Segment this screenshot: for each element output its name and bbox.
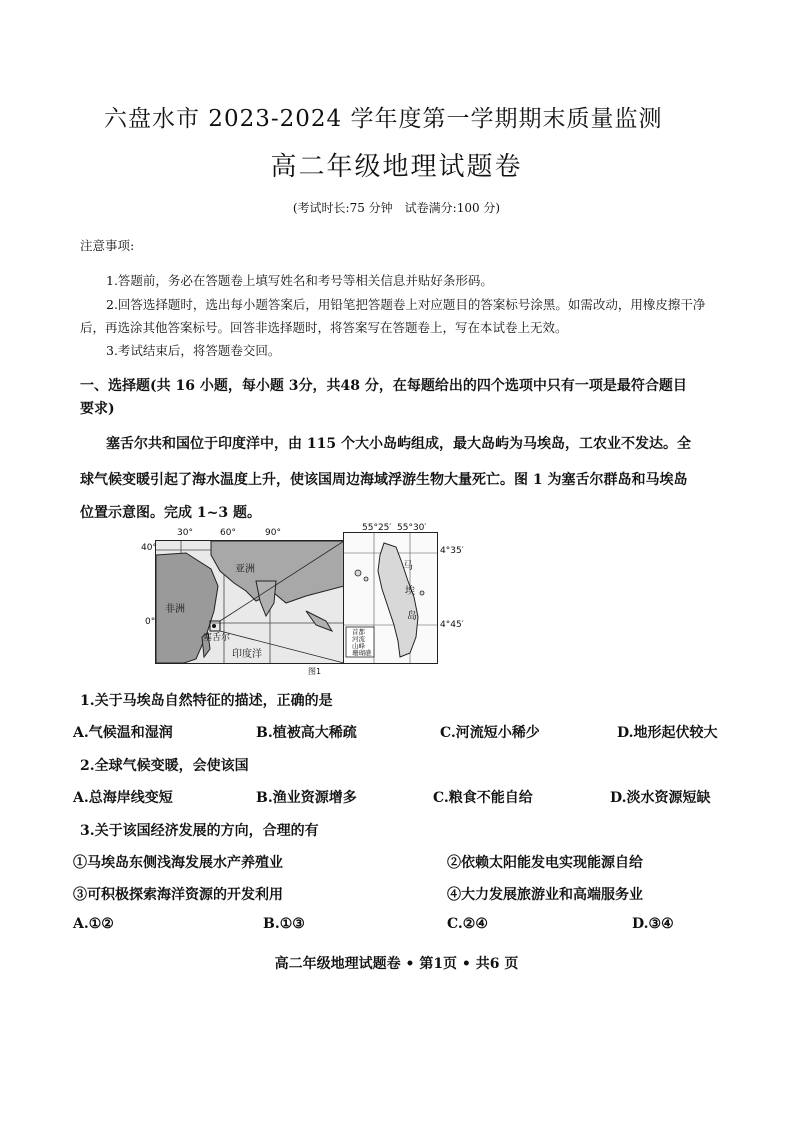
paper-title: 高二年级地理试题卷 — [270, 152, 523, 182]
question-2-option-c: C.粮食不能自给 — [433, 790, 533, 806]
passage-line-3: 位置示意图。完成 1~3 题。 — [80, 505, 261, 521]
question-3-statement-1: ①马埃岛东侧浅海发展水产养殖业 — [73, 855, 283, 871]
question-2-option-a: A.总海岸线变短 — [73, 790, 173, 806]
notice-item-1: 1.答题前，务必在答题卷上填写姓名和考号等相关信息并贴好条形码。 — [106, 273, 493, 288]
question-3-statement-4: ④大力发展旅游业和高端服务业 — [447, 887, 643, 903]
passage-line-2: 球气候变暖引起了海水温度上升，使该国周边海域浮游生物大量死亡。图 1 为塞舌尔群岛和马埃岛 — [80, 472, 688, 488]
question-1-option-d: D.地形起伏较大 — [617, 725, 718, 741]
legend-river: 河流 — [352, 635, 365, 643]
notice-heading: 注意事项: — [80, 238, 135, 253]
question-1-option-c: C.河流短小稀少 — [440, 725, 540, 741]
lon-label-55-30: 55°30′ — [397, 523, 427, 533]
region-label-africa: 非洲 — [165, 604, 185, 615]
lon-label-55-25: 55°25′ — [362, 523, 392, 533]
figure-caption: 图1 — [308, 667, 322, 676]
question-2-option-d: D.淡水资源短缺 — [610, 790, 711, 806]
question-1-stem: 1.关于马埃岛自然特征的描述，正确的是 — [80, 693, 333, 709]
legend-reef: 珊瑚礁 — [352, 649, 372, 657]
question-2-stem: 2.全球气候变暖，会使该国 — [80, 758, 249, 774]
question-3-option-a: A.①② — [73, 916, 114, 932]
question-2-option-b: B.渔业资源增多 — [256, 790, 357, 806]
region-label-indian-ocean: 印度洋 — [232, 649, 262, 660]
question-1-option-a: A.气候温和湿润 — [73, 725, 173, 741]
region-label-seychelles: 塞舌尔 — [203, 633, 231, 643]
notice-item-3: 3.考试结束后，将答题卷交回。 — [106, 343, 281, 358]
lat-label-4-45: 4°45′ — [440, 620, 464, 630]
question-3-statement-3: ③可积极探索海洋资源的开发利用 — [73, 887, 283, 903]
section-heading-line-1: 一、选择题(共 16 小题，每小题 3分，共48 分，在每题给出的四个选项中只有一项是最符合题目 — [80, 378, 687, 394]
lat-label-0: 0° — [145, 617, 156, 627]
lon-label-60: 60° — [220, 528, 236, 538]
question-1-option-b: B.植被高大稀疏 — [256, 725, 357, 741]
question-3-statement-2: ②依赖太阳能发电实现能源自给 — [447, 855, 643, 871]
notice-item-2-line-1: 2.回答选择题时，选出每小题答案后，用铅笔把答题卷上对应题目的答案标号涂黑。如需改动，用橡皮擦干净 — [106, 297, 706, 312]
legend-capital: 首都 — [352, 628, 365, 636]
lat-label-4-35: 4°35′ — [440, 546, 464, 556]
lat-label-40: 40° — [141, 543, 157, 553]
legend-peak: 山峰 — [352, 642, 365, 650]
island-label-ma: 马 — [403, 561, 413, 572]
question-3-option-c: C.②④ — [447, 916, 488, 932]
island-label-dao: 岛 — [407, 611, 417, 622]
question-3-option-d: D.③④ — [632, 916, 674, 932]
lon-label-90: 90° — [265, 528, 281, 538]
section-heading-line-2: 要求) — [80, 401, 115, 417]
exam-info: (考试时长:75 分钟 试卷满分:100 分) — [292, 201, 501, 215]
exam-title: 六盘水市 2023-2024 学年度第一学期期末质量监测 — [104, 106, 663, 132]
question-3-option-b: B.①③ — [263, 916, 305, 932]
notice-item-2-line-2: 后，再选涂其他答案标号。回答非选择题时，将答案写在答题卷上，写在本试卷上无效。 — [80, 320, 568, 335]
page-footer: 高二年级地理试题卷 • 第1页 • 共6 页 — [274, 956, 519, 972]
island-label-ai: 埃 — [405, 586, 415, 597]
passage-line-1: 塞舌尔共和国位于印度洋中，由 115 个大小岛屿组成，最大岛屿为马埃岛，工农业不发达。全 — [106, 436, 691, 452]
region-label-asia: 亚洲 — [235, 564, 255, 575]
question-3-stem: 3.关于该国经济发展的方向，合理的有 — [80, 823, 319, 839]
lon-label-30: 30° — [177, 528, 193, 538]
